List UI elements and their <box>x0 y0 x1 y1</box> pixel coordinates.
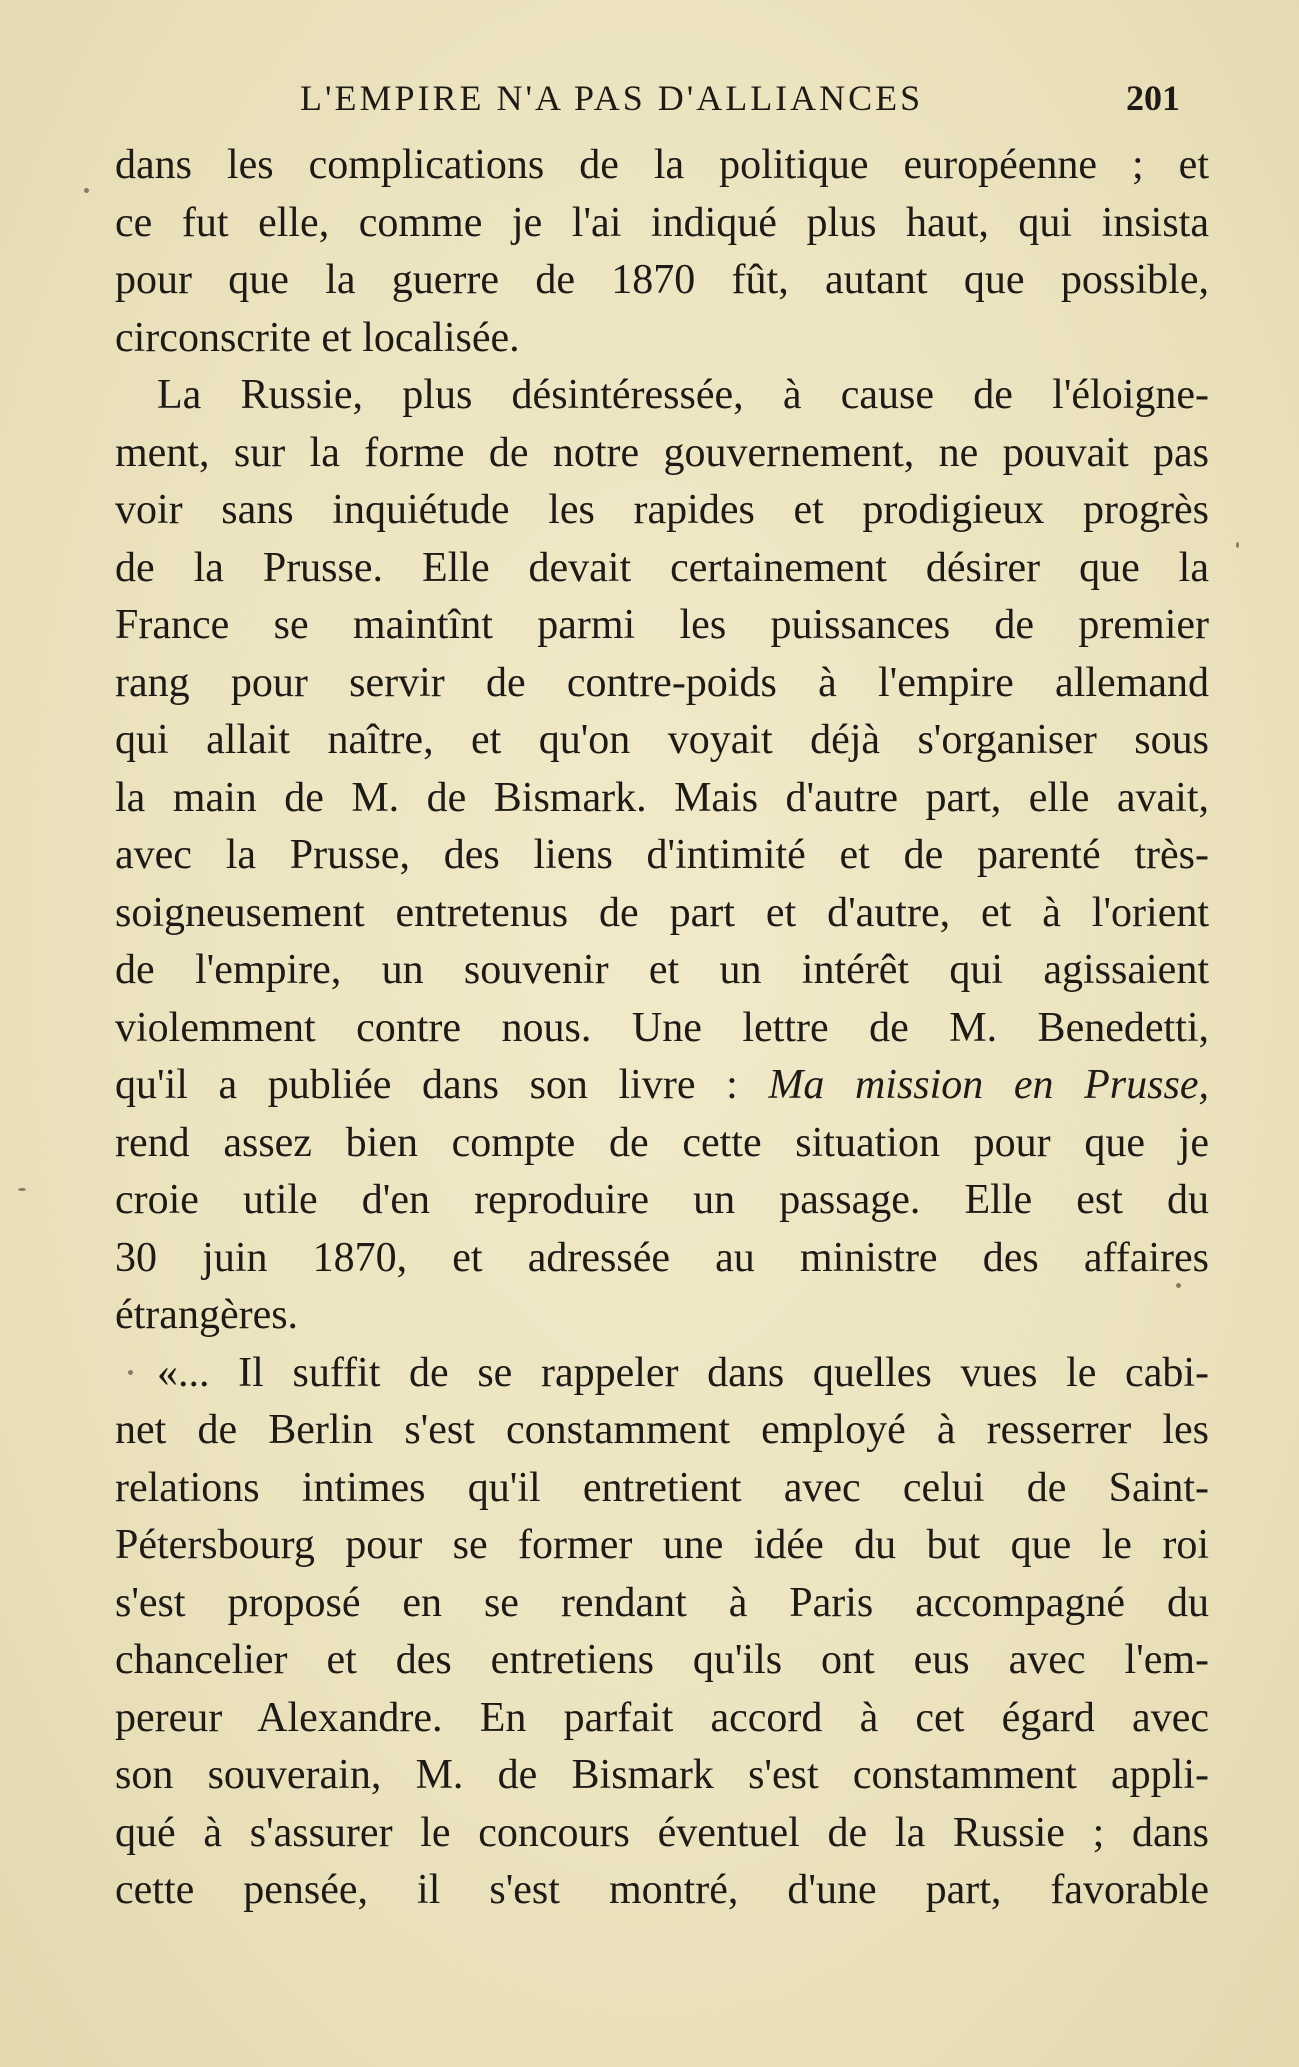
text-line-content: son souverain, M. de Bismark s'est constamment appli- <box>115 1752 1209 1798</box>
text-line-content: Pétersbourg pour se former une idée du but que le roi <box>115 1522 1209 1568</box>
text-line <box>115 655 1209 713</box>
body-text <box>115 137 1209 1920</box>
text-line-content: 30 juin 1870, et adressée au ministre des affaires <box>115 1234 1209 1281</box>
text-line <box>115 1000 1209 1058</box>
running-title: L'EMPIRE N'A PAS D'ALLIANCES <box>300 78 924 118</box>
text-line <box>115 1517 1209 1575</box>
text-line <box>115 1345 1209 1403</box>
text-line <box>115 195 1209 253</box>
text-line-content: ce fut elle, comme je l'ai indiqué plus haut, qui insista <box>115 199 1209 246</box>
text-line-content: France se maintînt parmi les puissances de premier <box>115 602 1209 648</box>
text-line-content: pereur Alexandre. En parfait accord à cet égard avec <box>115 1694 1209 1741</box>
text-line-content: cette pensée, il s'est montré, d'une part, favorable <box>115 1867 1209 1913</box>
text-line <box>115 252 1209 310</box>
text-line-content: la main de M. de Bismark. Mais d'autre part, elle avait, <box>115 774 1209 821</box>
text-line <box>115 1172 1209 1230</box>
text-line <box>115 137 1209 195</box>
text-line <box>115 1402 1209 1460</box>
text-line <box>115 885 1209 943</box>
text-line-content: circonscrite et localisée. <box>115 314 520 361</box>
text-line-content: pour que la guerre de 1870 fût, autant que possible, <box>115 257 1209 303</box>
text-line-content: qué à s'assurer le concours éventuel de la Russie ; dans <box>115 1809 1209 1856</box>
text-line-content: ment, sur la forme de notre gouvernement, ne pouvait pas <box>115 429 1209 476</box>
text-line-content: violemment contre nous. Une lettre de M. Benedetti, <box>115 1004 1209 1051</box>
print-speck <box>84 188 89 193</box>
text-line <box>115 1115 1209 1173</box>
text-line <box>115 482 1209 540</box>
text-line <box>115 425 1209 483</box>
text-line <box>115 827 1209 885</box>
text-line <box>115 770 1209 828</box>
book-title-italic: Ma mission en Prusse, <box>768 1062 1209 1108</box>
text-line <box>115 942 1209 1000</box>
text-line <box>115 1575 1209 1633</box>
text-line <box>115 1632 1209 1690</box>
text-line <box>115 367 1209 425</box>
text-line <box>115 1460 1209 1518</box>
page-number: 201 <box>1126 78 1180 118</box>
text-line <box>115 712 1209 770</box>
text-line-content: avec la Prusse, des liens d'intimité et de parenté très- <box>115 832 1209 878</box>
text-line-content: rang pour servir de contre-poids à l'empire allemand <box>115 659 1209 706</box>
text-line-content: relations intimes qu'il entretient avec celui de Saint- <box>115 1464 1209 1511</box>
text-line <box>115 1862 1209 1920</box>
print-speck <box>128 1370 133 1375</box>
page-header <box>300 74 1180 122</box>
text-line-content: «... Il suffit de se rappeler dans quelles vues le cabi- <box>157 1349 1209 1396</box>
text-line-content: soigneusement entretenus de part et d'autre, et à l'orient <box>115 889 1209 936</box>
print-speck <box>1176 1283 1181 1288</box>
text-line <box>115 1287 1209 1345</box>
text-line <box>115 310 1209 368</box>
text-line-content: chancelier et des entretiens qu'ils ont eus avec l'em- <box>115 1637 1209 1683</box>
text-line-content: qui allait naître, et qu'on voyait déjà s'organiser sous <box>115 717 1209 763</box>
text-line <box>115 597 1209 655</box>
print-speck <box>18 1188 26 1191</box>
text-line <box>115 1747 1209 1805</box>
text-line <box>115 1690 1209 1748</box>
text-line-content: dans les complications de la politique européenne ; et <box>115 142 1209 188</box>
text-line-content: net de Berlin s'est constamment employé à resserrer les <box>115 1407 1209 1453</box>
text-line-content: croie utile d'en reproduire un passage. Elle est du <box>115 1177 1209 1223</box>
text-line-content: La Russie, plus désintéressée, à cause de l'éloigne- <box>157 372 1209 418</box>
text-line-content: de la Prusse. Elle devait certainement désirer que la <box>115 544 1209 591</box>
text-line-content: étrangères. <box>115 1292 299 1338</box>
text-line-content: rend assez bien compte de cette situation pour que je <box>115 1119 1209 1166</box>
text-line-content: s'est proposé en se rendant à Paris accompagné du <box>115 1579 1209 1626</box>
text-line-content: qu'il a publiée dans son livre : <box>115 1062 769 1108</box>
text-line <box>115 1230 1209 1288</box>
text-line-content: voir sans inquiétude les rapides et prodigieux progrès <box>115 487 1209 533</box>
text-line <box>115 1057 1209 1115</box>
print-speck <box>1236 542 1239 548</box>
text-line <box>115 1805 1209 1863</box>
text-line <box>115 540 1209 598</box>
text-line-content: de l'empire, un souvenir et un intérêt qui agissaient <box>115 947 1209 993</box>
